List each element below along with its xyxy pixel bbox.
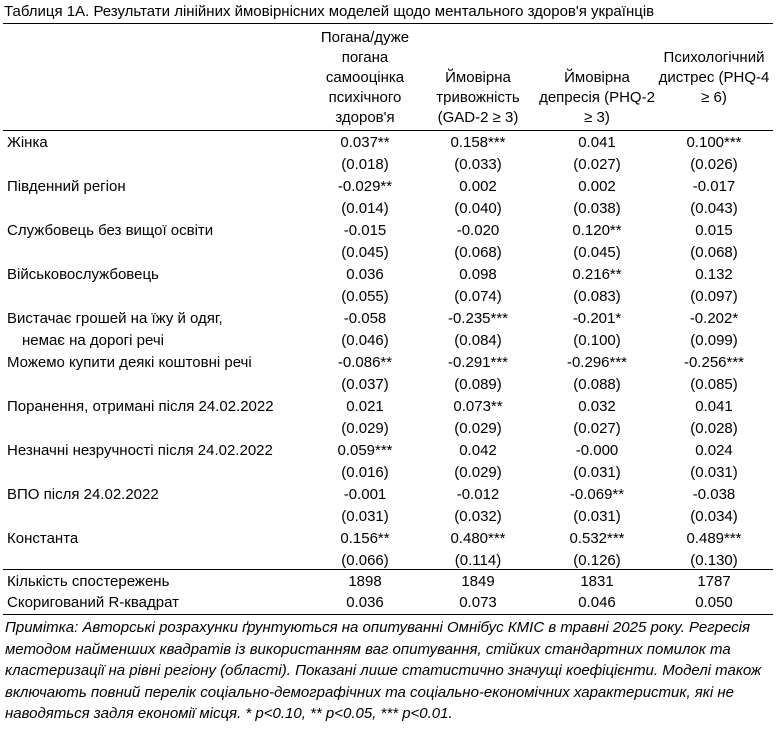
standard-error-cell: (0.097) [690, 288, 738, 305]
header-rule [3, 130, 773, 131]
standard-error-cell: (0.034) [690, 508, 738, 525]
standard-error-cell: (0.074) [454, 288, 502, 305]
standard-error-cell: (0.018) [341, 156, 389, 173]
coefficient-cell: -0.202* [689, 310, 739, 327]
table-row [0, 440, 776, 462]
standard-error-cell: (0.083) [573, 288, 621, 305]
standard-error-cell: (0.126) [573, 552, 621, 569]
table-row [0, 352, 776, 374]
coefficient-cell: -0.029** [337, 178, 393, 195]
standard-error-cell: (0.114) [454, 552, 502, 569]
stats-value-cell: 1898 [348, 573, 382, 590]
stats-value-cell: 0.046 [578, 594, 616, 611]
coefficient-cell: -0.000 [575, 442, 619, 459]
table-row-se [0, 418, 776, 440]
stats-rule [3, 569, 773, 570]
row-label-continued: немає на дорогі речі [22, 332, 164, 349]
standard-error-cell: (0.068) [454, 244, 502, 261]
coefficient-cell: 0.037** [340, 134, 390, 151]
standard-error-cell: (0.031) [573, 464, 621, 481]
table-row [0, 264, 776, 286]
stats-row [0, 592, 776, 614]
standard-error-cell: (0.100) [573, 332, 621, 349]
row-label: Вистачає грошей на їжу й одяг, [7, 310, 223, 327]
standard-error-cell: (0.045) [341, 244, 389, 261]
table-row-se [0, 330, 776, 352]
coefficient-cell: 0.015 [695, 222, 733, 239]
row-label: Південний регіон [7, 178, 126, 195]
stats-label: Кількість спостережень [7, 573, 170, 590]
stats-value-cell: 0.036 [346, 594, 384, 611]
coefficient-cell: 0.132 [695, 266, 733, 283]
row-label: ВПО після 24.02.2022 [7, 486, 159, 503]
table-row [0, 308, 776, 330]
coefficient-cell: 0.158*** [450, 134, 506, 151]
standard-error-cell: (0.026) [690, 156, 738, 173]
coefficient-cell: -0.015 [343, 222, 387, 239]
row-label: Можемо купити деякі коштовні речі [7, 354, 252, 371]
top-rule [3, 23, 773, 24]
standard-error-cell: (0.040) [454, 200, 502, 217]
coefficient-cell: 0.041 [695, 398, 733, 415]
standard-error-cell: (0.016) [341, 464, 389, 481]
standard-error-cell: (0.014) [341, 200, 389, 217]
table-row-se [0, 242, 776, 264]
table-row-se [0, 198, 776, 220]
stats-value-cell: 1849 [461, 573, 495, 590]
table-row [0, 396, 776, 418]
standard-error-cell: (0.055) [341, 288, 389, 305]
table-row [0, 132, 776, 154]
row-label: Поранення, отримані після 24.02.2022 [7, 398, 274, 415]
standard-error-cell: (0.028) [690, 420, 738, 437]
column-header-depression: Ймовірна депресія (PHQ-2 ≥ 3) [539, 69, 655, 126]
coefficient-cell: 0.098 [459, 266, 497, 283]
table-row [0, 176, 776, 198]
coefficient-cell: -0.086** [337, 354, 393, 371]
standard-error-cell: (0.066) [341, 552, 389, 569]
row-label: Незначні незручності після 24.02.2022 [7, 442, 273, 459]
coefficient-cell: -0.296*** [566, 354, 628, 371]
standard-error-cell: (0.037) [341, 376, 389, 393]
coefficient-cell: 0.156** [340, 530, 390, 547]
coefficient-cell: 0.216** [572, 266, 622, 283]
stats-value-cell: 1831 [580, 573, 614, 590]
standard-error-cell: (0.031) [341, 508, 389, 525]
coefficient-cell: 0.042 [459, 442, 497, 459]
standard-error-cell: (0.099) [690, 332, 738, 349]
standard-error-cell: (0.033) [454, 156, 502, 173]
table-row-se [0, 506, 776, 528]
stats-row [0, 571, 776, 593]
coefficient-cell: -0.235*** [447, 310, 509, 327]
standard-error-cell: (0.038) [573, 200, 621, 217]
table-row [0, 528, 776, 550]
standard-error-cell: (0.032) [454, 508, 502, 525]
coefficient-cell: 0.036 [346, 266, 384, 283]
coefficient-cell: -0.256*** [683, 354, 745, 371]
standard-error-cell: (0.046) [341, 332, 389, 349]
standard-error-cell: (0.027) [573, 420, 621, 437]
standard-error-cell: (0.068) [690, 244, 738, 261]
row-label: Службовець без вищої освіти [7, 222, 214, 239]
coefficient-cell: -0.038 [692, 486, 736, 503]
coefficient-cell: -0.020 [456, 222, 500, 239]
row-label: Жінка [7, 134, 48, 151]
coefficient-cell: -0.058 [343, 310, 387, 327]
bottom-rule [3, 614, 773, 615]
table-row-se [0, 286, 776, 308]
coefficient-cell: 0.059*** [337, 442, 393, 459]
standard-error-cell: (0.130) [690, 552, 738, 569]
column-header-distress: Психологічний дистрес (PHQ-4 ≥ 6) [658, 49, 770, 106]
standard-error-cell: (0.031) [573, 508, 621, 525]
coefficient-cell: 0.532*** [569, 530, 625, 547]
coefficient-cell: 0.100*** [686, 134, 742, 151]
table-title: Таблиця 1А. Результати лінійних ймовірнісних моделей щодо ментального здоров'я українців [4, 3, 655, 20]
coefficient-cell: -0.291*** [447, 354, 509, 371]
standard-error-cell: (0.084) [454, 332, 502, 349]
standard-error-cell: (0.029) [454, 420, 502, 437]
row-label: Константа [7, 530, 79, 547]
stats-value-cell: 0.050 [695, 594, 733, 611]
coefficient-cell: -0.017 [692, 178, 736, 195]
coefficient-cell: -0.201* [572, 310, 622, 327]
coefficient-cell: 0.024 [695, 442, 733, 459]
coefficient-cell: -0.001 [343, 486, 387, 503]
stats-value-cell: 1787 [697, 573, 731, 590]
coefficient-cell: 0.120** [572, 222, 622, 239]
stats-label: Скоригований R-квадрат [7, 594, 179, 611]
standard-error-cell: (0.031) [690, 464, 738, 481]
standard-error-cell: (0.089) [454, 376, 502, 393]
table-row-se [0, 374, 776, 396]
standard-error-cell: (0.045) [573, 244, 621, 261]
standard-error-cell: (0.088) [573, 376, 621, 393]
standard-error-cell: (0.085) [690, 376, 738, 393]
table-row [0, 484, 776, 506]
coefficient-cell: 0.041 [578, 134, 616, 151]
table-row-se [0, 462, 776, 484]
column-header-self-assessment: Погана/дуже погана самооцінка психічного здоров'я [320, 29, 410, 126]
coefficient-cell: 0.032 [578, 398, 616, 415]
coefficient-cell: 0.073** [453, 398, 503, 415]
coefficient-cell: 0.002 [459, 178, 497, 195]
standard-error-cell: (0.027) [573, 156, 621, 173]
coefficient-cell: 0.480*** [450, 530, 506, 547]
column-header-anxiety: Ймовірна тривожність (GAD-2 ≥ 3) [436, 69, 520, 126]
table-row [0, 220, 776, 242]
standard-error-cell: (0.029) [454, 464, 502, 481]
coefficient-cell: 0.002 [578, 178, 616, 195]
coefficient-cell: -0.012 [456, 486, 500, 503]
coefficient-cell: -0.069** [569, 486, 625, 503]
standard-error-cell: (0.043) [690, 200, 738, 217]
table-row-se [0, 154, 776, 176]
row-label: Військовослужбовець [7, 266, 159, 283]
standard-error-cell: (0.029) [341, 420, 389, 437]
coefficient-cell: 0.021 [346, 398, 384, 415]
coefficient-cell: 0.489*** [686, 530, 742, 547]
stats-value-cell: 0.073 [459, 594, 497, 611]
table-note: Примітка: Авторські розрахунки ґрунтуються на опитуванні Омнібус КМІС в травні 2025 року. Регресія методом найменших квадратів із використанням ваг опитування, стійких стандартних помилок та кластеризації на рівні регіону (області). Показані лише статистично значущі коефіцієнти. Моделі також включають повний перелік соціально-демографічних та соціально-економічних характеристик, які не наводяться задля економії місця. * p<0.10, ** p<0.05, *** p<0.01. [5, 619, 762, 722]
